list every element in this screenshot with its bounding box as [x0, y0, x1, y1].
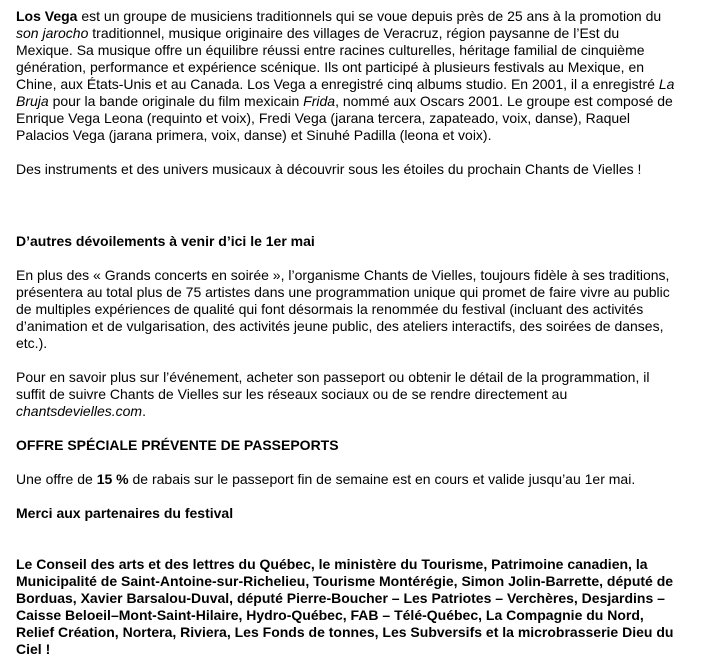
band-name: Los Vega — [16, 8, 78, 24]
info-paragraph — [16, 369, 676, 420]
reveal-heading: D’autres dévoilements à venir d’ici le 1er mai — [16, 233, 315, 249]
website-link[interactable]: chantsdevielles.com — [16, 403, 143, 419]
offer-text-1: Une offre de — [16, 471, 97, 487]
offer-paragraph — [16, 471, 676, 488]
intro-paragraph — [16, 8, 676, 144]
info-end: . — [142, 403, 146, 419]
thanks-heading: Merci aux partenaires du festival — [16, 505, 234, 521]
film-title: Frida — [303, 93, 336, 109]
info-text: Pour en savoir plus sur l’événement, acheter son passeport ou obtenir le détail de la programmation, il suffit de suivre Chants de Vielles sur les réseaux sociaux ou de se rendre directement au — [16, 369, 650, 402]
program-paragraph: En plus des « Grands concerts en soirée », l’organisme Chants de Vielles, toujours fidèle à ses traditions, présentera au total plus de 75 artistes dans une programmation unique qui promet de faire vivre au public de multiples expériences de qualité qui font désormais la renommée du festival (incluant des activités d’animation et de vulgarisation, des activités jeune public, des ateliers interactifs, des soirées de danses, etc.). — [16, 267, 670, 351]
offer-percent: 15 % — [96, 471, 129, 487]
offer-heading: OFFRE SPÉCIALE PRÉVENTE DE PASSEPORTS — [16, 437, 339, 453]
song-title: La Bruja — [16, 76, 675, 109]
intro-text-1: est un groupe de musiciens traditionnels qui se voue depuis près de 25 ans à la promotion du — [77, 8, 662, 24]
intro-text-2: traditionnel, musique originaire des villages de Veracruz, région paysanne de l’Est du Mexique. Sa musique offre un équilibre réussi entre racines culturelles, héritage familial de cinquième génération, performance et expérience scénique. Ils ont participé à plusieurs festivals au Mexique, en Chine, aux États-Unis et au Canada. Los Vega a enregistré cinq albums studio. En 2001, il a enregistré — [16, 25, 659, 92]
intro-text-4: , nommé aux Oscars 2001. Le groupe est composé de Enrique Vega Leona (requinto et voix), Fredi Vega (jarana tercera, zapateado, voix, danse), Raquel Palacios Vega (jarana primera, voix, danse) et Sinuhé Padilla (leona et voix). — [16, 93, 673, 143]
genre-name: son jarocho — [16, 25, 89, 41]
partners-paragraph: Le Conseil des arts et des lettres du Québec, le ministère du Tourisme, Patrimoine canadien, la Municipalité de Saint-Antoine-sur-Richelieu, Tourisme Montérégie, Simon Jolin-Barrette, député de Borduas, Xavier Barsalou-Duval, député Pierre-Boucher – Les Patriotes – Verchères, Desjardins – Caisse Beloeil–Mont-Saint-Hilaire, Hydro-Québec, FAB – Télé-Québec, La Compagnie du Nord, Relief Création, Nortera, Riviera, Les Fonds de tonnes, Les Subversifs et la microbrasserie Dieu du Ciel ! — [16, 556, 674, 657]
offer-text-2: de rabais sur le passeport fin de semaine est en cours et valide jusqu’au 1er mai. — [128, 471, 636, 487]
discover-paragraph: Des instruments et des univers musicaux à découvrir sous les étoiles du prochain Chants de Vielles ! — [16, 161, 642, 177]
intro-text-3: pour la bande originale du film mexicain — [48, 93, 304, 109]
